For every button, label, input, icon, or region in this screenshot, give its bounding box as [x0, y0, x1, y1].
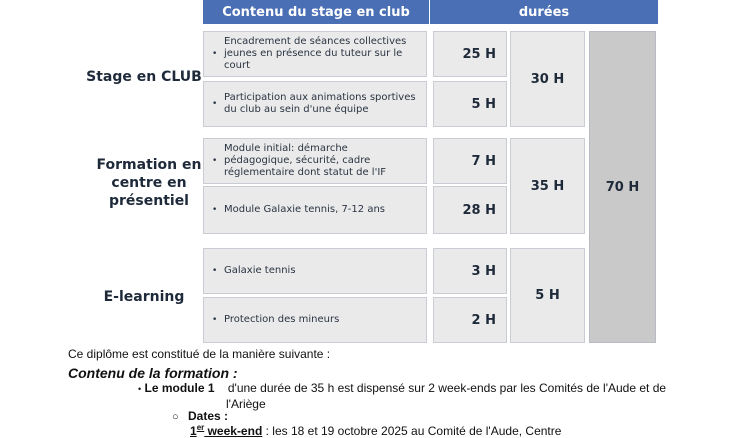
row-content — [203, 186, 427, 234]
row-hours: 7 H — [433, 138, 507, 184]
row-hours: 25 H — [433, 31, 507, 77]
row-hours: 2 H — [433, 297, 507, 343]
row-hours: 28 H — [433, 186, 507, 234]
dates-label: Dates : — [188, 409, 229, 423]
category-formation-line3: présentiel — [108, 193, 189, 209]
grand-total: 70 H — [589, 31, 656, 343]
category-formation — [90, 156, 208, 210]
weekend-label: week-end — [204, 424, 263, 438]
row-content — [203, 248, 427, 294]
weekend-text: : les 18 et 19 octobre 2025 au Comité de l'Aude, Centre — [262, 424, 562, 438]
category-formation-line2: centre en — [111, 175, 187, 191]
bullet-icon: • — [212, 49, 218, 59]
row-text: Participation aux animations sportives du club au sein d'une équipe — [224, 92, 416, 115]
circle-bullet-icon: ○ — [172, 411, 179, 423]
subtotal-stage: 30 H — [510, 31, 585, 127]
weekend-sup: er — [196, 423, 205, 432]
subtotal-elearning: 5 H — [510, 248, 585, 343]
category-formation-line1: Formation en — [96, 157, 202, 173]
row-text: Galaxie tennis — [224, 265, 296, 276]
header-contenu: Contenu du stage en club — [203, 0, 429, 24]
weekend-number: 1 — [190, 424, 197, 438]
row-content — [203, 297, 427, 343]
bullet-icon: • — [138, 384, 142, 394]
row-text: Module initial: démarche pédagogique, sécurité, cadre réglementaire dont statut de l'IF — [224, 143, 387, 178]
dates-line — [172, 409, 228, 423]
row-hours: 5 H — [433, 81, 507, 127]
row-text: Module Galaxie tennis, 7-12 ans — [224, 204, 385, 215]
row-content — [203, 138, 427, 184]
header-durees: durées — [430, 0, 658, 24]
bullet-icon: • — [212, 266, 218, 276]
row-text: Encadrement de séances collectives jeunes en présence du tuteur sur le court — [224, 36, 407, 71]
module-text: d'une durée de 35 h est dispensé sur 2 week-ends par les Comités de l'Aude et de — [227, 381, 667, 395]
module-label: Le module 1 — [144, 381, 215, 395]
category-elearning: E-learning — [103, 289, 185, 305]
row-text: Protection des mineurs — [224, 314, 340, 325]
row-hours: 3 H — [433, 248, 507, 294]
subtotal-formation: 35 H — [510, 138, 585, 234]
module-text-continued: l'Ariège — [226, 397, 266, 411]
bullet-icon: • — [212, 156, 218, 166]
bullet-icon: • — [212, 205, 218, 215]
bullet-icon: • — [212, 99, 218, 109]
intro-text: Ce diplôme est constitué de la manière suivante : — [68, 347, 331, 361]
category-stage: Stage en CLUB — [86, 69, 202, 85]
module-line — [138, 381, 666, 395]
row-content — [203, 81, 427, 127]
bullet-icon: • — [212, 315, 218, 325]
row-content — [203, 31, 427, 77]
formation-heading: Contenu de la formation : — [68, 365, 238, 381]
